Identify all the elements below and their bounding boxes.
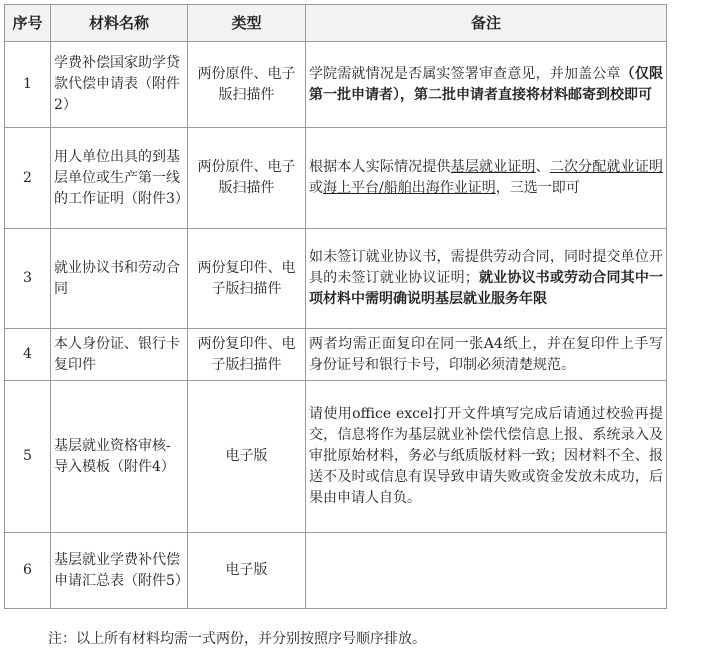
- table-row: [5, 533, 667, 609]
- note-emphasis: 就业协议书或劳动合同其中一项材料中需明确说明基层就业服务年限: [309, 270, 664, 307]
- header-type: 类型: [188, 5, 306, 42]
- material-type: 两份复印件、电子版扫描件: [188, 229, 306, 329]
- material-name: 基层就业学费补代偿申请汇总表（附件5）: [51, 533, 188, 609]
- note-text: 学院需就情况是否属实签署审查意见，并加盖公章: [309, 65, 621, 82]
- row-number: 5: [5, 381, 51, 533]
- header-name: 材料名称: [51, 5, 188, 42]
- note-text: 请使用office excel打开文件填写完成后请通过校验再提交，信息将作为基层就业补偿代偿信息上报、系统录入及审批原始材料，务必与纸质版材料一致；因材料不全、报送不及时或信息有误导致申请失败或资金发放未成功，后果由申请人自负。: [309, 406, 663, 506]
- table-header-row: [5, 5, 667, 42]
- material-note: [306, 533, 667, 609]
- note-separator: 、: [535, 159, 550, 175]
- material-name: 学费补偿国家助学贷款代偿申请表（附件2）: [51, 42, 188, 128]
- material-note: [306, 229, 667, 329]
- table-row: [5, 229, 667, 329]
- footnote: 注：以上所有材料均需一式两份，并分别按照序号顺序排放。: [48, 631, 426, 647]
- header-no: 序号: [5, 5, 51, 42]
- note-option-grassroots-proof: 基层就业证明: [450, 159, 536, 175]
- note-text: ，三选一即可: [495, 180, 580, 196]
- note-text: 如未签订就业协议书，需提供劳动合同，同时提交单位开具的未签订就业协议证明；: [309, 249, 663, 286]
- material-type: 电子版: [188, 381, 306, 533]
- table-row: [5, 381, 667, 533]
- note-text: 根据本人实际情况提供: [309, 159, 451, 175]
- material-note: [306, 128, 667, 229]
- table-row: [5, 128, 667, 229]
- row-number: 3: [5, 229, 51, 329]
- table-row: [5, 329, 667, 381]
- row-number: 6: [5, 533, 51, 609]
- material-name: 基层就业资格审核-导入模板（附件4）: [51, 381, 188, 533]
- note-separator: 或: [309, 180, 323, 196]
- material-name: 就业协议书和劳动合同: [51, 229, 188, 329]
- note-option-offshore-proof: 海上平台/船舶出海作业证明: [323, 180, 496, 196]
- row-number: 4: [5, 329, 51, 381]
- row-number: 2: [5, 128, 51, 229]
- note-emphasis: （仅限第一批申请者），第二批申请者直接将材料邮寄到校即可: [309, 65, 664, 103]
- material-type: 两份原件、电子版扫描件: [188, 42, 306, 128]
- material-type: 两份复印件、电子版扫描件: [188, 329, 306, 381]
- materials-table: [4, 4, 667, 609]
- note-option-secondary-assignment-proof: 二次分配就业证明: [549, 159, 664, 175]
- material-note: [306, 381, 667, 533]
- material-type: 电子版: [188, 533, 306, 609]
- material-name: 本人身份证、银行卡复印件: [51, 329, 188, 381]
- header-note: 备注: [306, 5, 667, 42]
- row-number: 1: [5, 42, 51, 128]
- material-name: 用人单位出具的到基层单位或生产第一线的工作证明（附件3）: [51, 128, 188, 229]
- table-row: [5, 42, 667, 128]
- material-note: [306, 329, 667, 381]
- material-note: [306, 42, 667, 128]
- material-type: 两份原件、电子版扫描件: [188, 128, 306, 229]
- note-text: 两者均需正面复印在同一张A4纸上，并在复印件上手写身份证号和银行卡号，印制必须清楚规范。: [309, 335, 663, 373]
